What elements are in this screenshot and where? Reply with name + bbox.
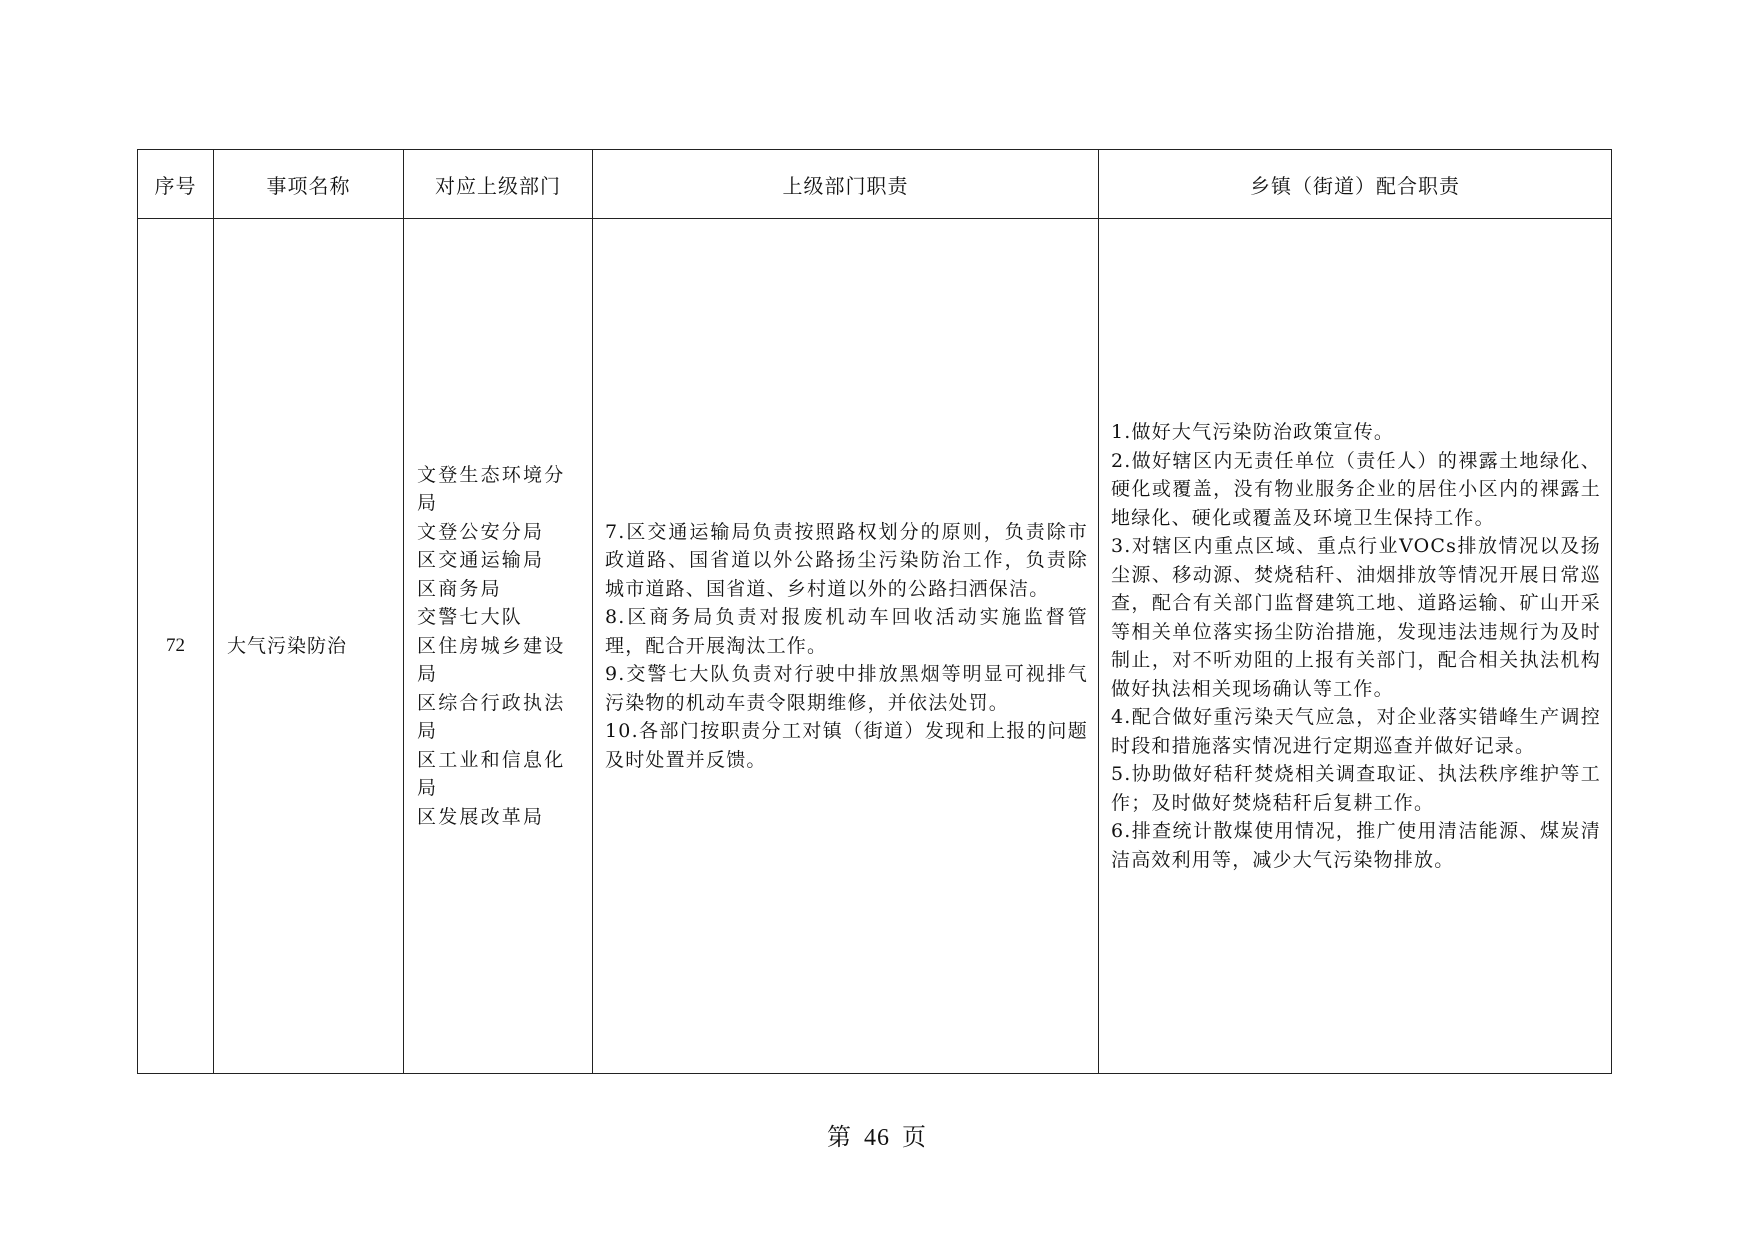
department-item: 区商务局 — [417, 577, 502, 600]
town-duty-item: 2.做好辖区内无责任单位（责任人）的裸露土地绿化、硬化或覆盖，没有物业服务企业的居住小区内的裸露土地绿化、硬化或覆盖及环境卫生保持工作。 — [1111, 449, 1601, 529]
department-item: 交警七大队 — [417, 606, 524, 629]
row-index: 72 — [138, 219, 214, 1074]
table-header-row — [138, 150, 1612, 219]
header-index: 序号 — [138, 150, 214, 219]
row-upper-duties — [593, 219, 1099, 1074]
department-item: 文登公安分局 — [417, 520, 545, 543]
town-duty-item: 5.协助做好秸秆焚烧相关调查取证、执法秩序维护等工作；及时做好焚烧秸秆后复耕工作。 — [1111, 763, 1601, 814]
header-upper-duties: 上级部门职责 — [593, 150, 1099, 219]
page-prefix: 第 — [827, 1123, 852, 1151]
header-item-name: 事项名称 — [214, 150, 404, 219]
department-item: 区交通运输局 — [417, 549, 545, 572]
page-number: 46 — [864, 1125, 890, 1151]
upper-duty-item: 8.区商务局负责对报废机动车回收活动实施监督管理，配合开展淘汰工作。 — [605, 606, 1088, 657]
row-town-duties — [1099, 219, 1612, 1074]
upper-duty-item: 9.交警七大队负责对行驶中排放黑烟等明显可视排气污染物的机动车责令限期维修，并依法处罚。 — [605, 663, 1088, 714]
page-suffix: 页 — [902, 1123, 927, 1151]
department-item: 区发展改革局 — [417, 805, 545, 828]
row-departments — [404, 219, 593, 1074]
department-item: 区综合行政执法局 — [417, 691, 566, 743]
table-row — [138, 219, 1612, 1074]
department-item: 文登生态环境分局 — [417, 463, 566, 515]
header-departments: 对应上级部门 — [404, 150, 593, 219]
town-duty-item: 6.排查统计散煤使用情况，推广使用清洁能源、煤炭清洁高效利用等，减少大气污染物排放。 — [1111, 820, 1601, 871]
page-footer — [0, 1117, 1754, 1152]
upper-duty-item: 10.各部门按职责分工对镇（街道）发现和上报的问题及时处置并反馈。 — [605, 720, 1088, 771]
town-duty-item: 1.做好大气污染防治政策宣传。 — [1111, 421, 1395, 443]
town-duty-item: 3.对辖区内重点区域、重点行业VOCs排放情况以及扬尘源、移动源、焚烧秸秆、油烟排放等情况开展日常巡查，配合有关部门监督建筑工地、道路运输、矿山开采等相关单位落实扬尘防治措施，发现违法违规行为及时制止，对不听劝阻的上报有关部门，配合相关执法机构做好执法相关现场确认等工作。 — [1111, 535, 1601, 700]
upper-duty-item: 7.区交通运输局负责按照路权划分的原则，负责除市政道路、国省道以外公路扬尘污染防治工作，负责除城市道路、国省道、乡村道以外的公路扫洒保洁。 — [605, 520, 1088, 600]
row-item-name: 大气污染防治 — [214, 219, 404, 1074]
department-item: 区住房城乡建设局 — [417, 634, 566, 686]
header-town-duties: 乡镇（街道）配合职责 — [1099, 150, 1612, 219]
town-duty-item: 4.配合做好重污染天气应急，对企业落实错峰生产调控时段和措施落实情况进行定期巡查并做好记录。 — [1111, 706, 1601, 757]
duty-table — [137, 149, 1612, 1074]
department-item: 区工业和信息化局 — [417, 748, 566, 800]
